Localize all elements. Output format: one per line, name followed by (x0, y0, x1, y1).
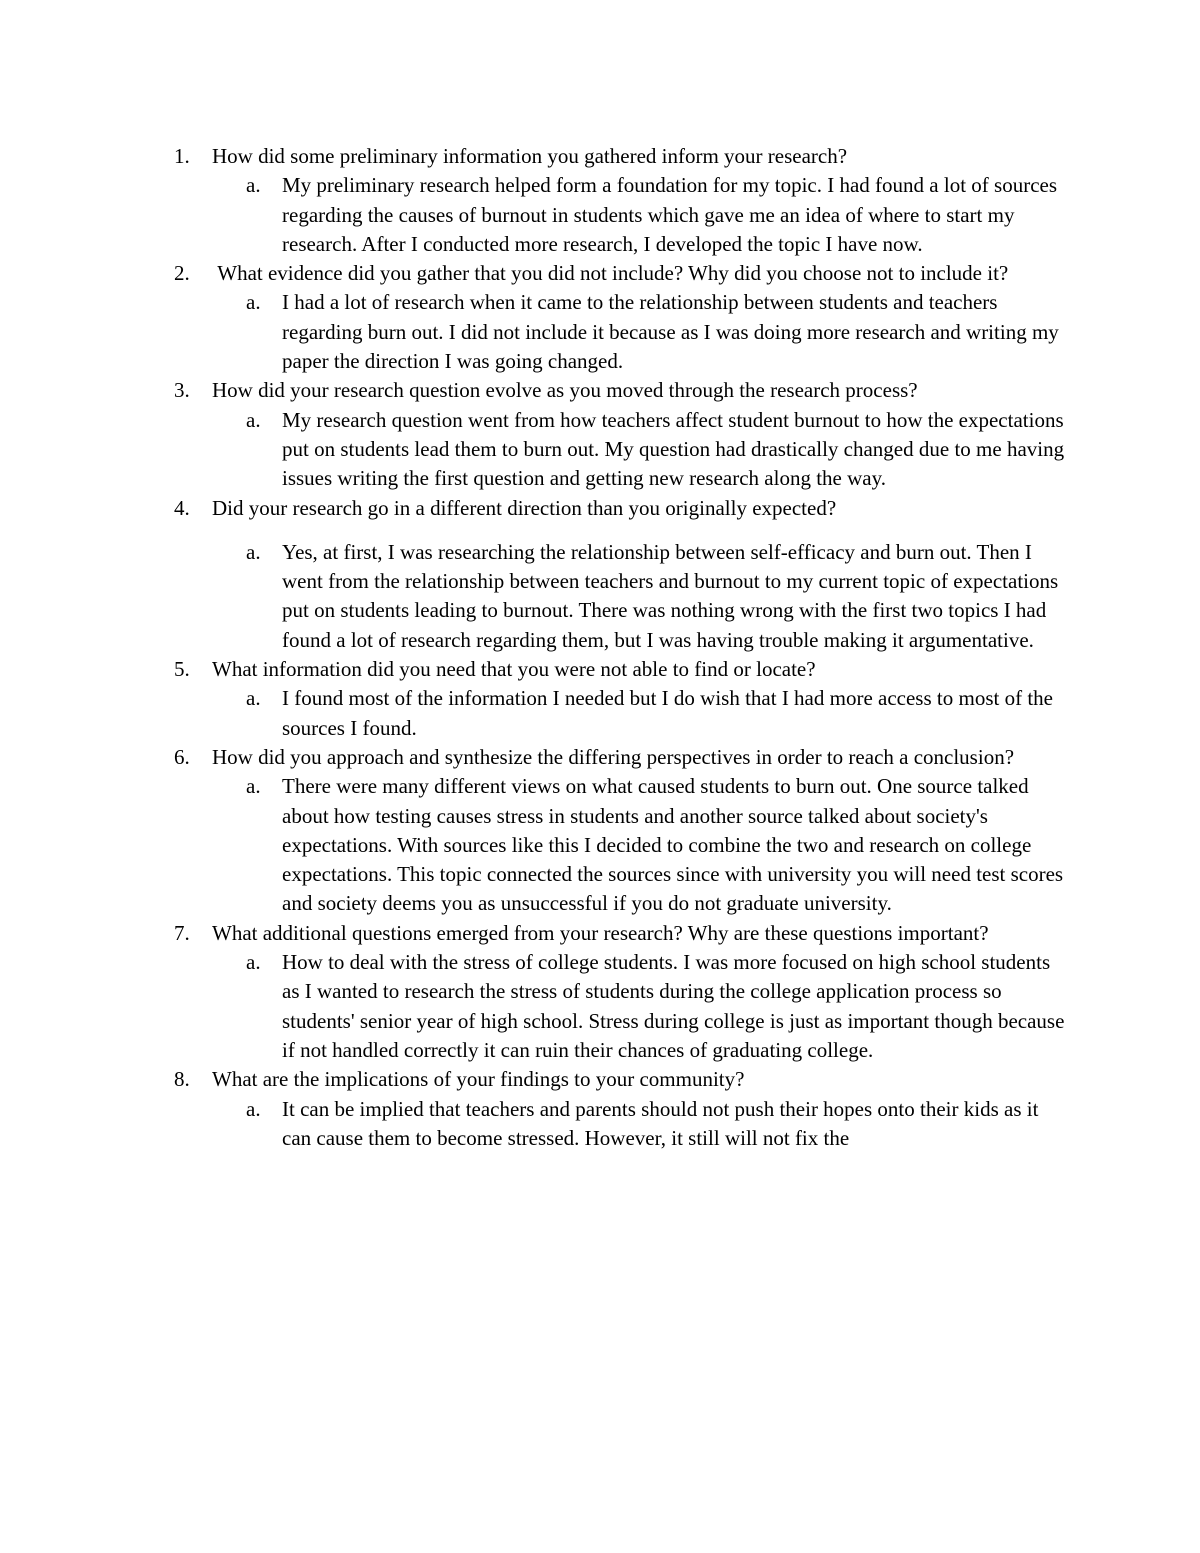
answer-text: There were many different views on what caused students to burn out. One source talked about how testing causes stress in students and another source talked about society's expectations. With sources like this I decided to combine the two and research on college expectations. This topic connected the sources since with university you will need test scores and society deems you as unsuccessful if you do not graduate university. (282, 774, 1064, 916)
question-text: How did you approach and synthesize the differing perspectives in order to reach a conclusion? (212, 744, 1015, 769)
question-item-1 (174, 142, 1072, 171)
answer-label: a. (246, 950, 261, 975)
question-number: 4. (174, 495, 190, 520)
answer-item-7 (246, 948, 1072, 1065)
answer-item-1 (246, 171, 1072, 259)
question-number: 8. (174, 1067, 190, 1092)
answer-text: Yes, at first, I was researching the relationship between self-efficacy and burn out. Then I went from the relationship between teachers and burnout to my current topic of expectations put on students leading to burnout. There was nothing wrong with the first two topics I had found a lot of research regarding them, but I was having trouble making it argumentative. (282, 539, 1059, 652)
question-number: 7. (174, 920, 190, 945)
question-item-2 (174, 259, 1072, 288)
answer-text: I had a lot of research when it came to the relationship between students and teachers regarding burn out. I did not include it because as I was doing more research and writing my paper the direction I was going changed. (282, 290, 1059, 374)
question-text: How did some preliminary information you gathered inform your research? (212, 144, 848, 168)
question-text: What are the implications of your findings to your community? (212, 1067, 745, 1092)
answer-label: a. (246, 774, 261, 799)
answer-label: a. (246, 407, 261, 432)
answer-item-6 (246, 772, 1072, 918)
answer-label: a. (246, 1096, 261, 1121)
answer-item-2 (246, 288, 1072, 376)
answer-label: a. (246, 539, 261, 564)
question-text: What information did you need that you were not able to find or locate? (212, 657, 816, 682)
answer-item-3 (246, 406, 1072, 494)
question-list (174, 142, 1072, 1153)
question-number: 1. (174, 144, 190, 168)
answer-label: a. (246, 686, 261, 711)
answer-text: It can be implied that teachers and parents should not push their hopes onto their kids as it can cause them to become stressed. However, it still will not fix the (282, 1096, 1039, 1150)
question-number: 2. (174, 261, 190, 286)
question-text: Did your research go in a different direction than you originally expected? (212, 495, 837, 520)
answer-label: a. (246, 290, 261, 315)
answer-text: My research question went from how teachers affect student burnout to how the expectations put on students lead them to burn out. My question had drastically changed due to me having issues writing the first question and getting new research along the way. (282, 407, 1065, 491)
question-item-8 (174, 1065, 1072, 1094)
question-item-3 (174, 376, 1072, 405)
question-item-5 (174, 655, 1072, 684)
question-text: What additional questions emerged from your research? Why are these questions important? (212, 920, 989, 945)
question-number: 5. (174, 657, 190, 682)
answer-text: My preliminary research helped form a foundation for my topic. I had found a lot of sources regarding the causes of burnout in students which gave me an idea of where to start my research. After I conducted more research, I developed the topic I have now. (282, 173, 1058, 256)
question-item-6 (174, 743, 1072, 772)
question-number: 3. (174, 378, 190, 403)
question-text: How did your research question evolve as you moved through the research process? (212, 378, 918, 403)
answer-label: a. (246, 173, 261, 198)
question-text: What evidence did you gather that you did not include? Why did you choose not to include it? (212, 261, 1009, 286)
answer-text: How to deal with the stress of college students. I was more focused on high school students as I wanted to research the stress of students during the college application process so students' senior year of high school. Stress during college is just as important though because if not handled correctly it can ruin their chances of graduating college. (282, 950, 1065, 1062)
question-number: 6. (174, 744, 190, 769)
question-item-4 (174, 494, 1072, 523)
answer-item-5 (246, 684, 1072, 743)
question-item-7 (174, 919, 1072, 948)
answer-item-8 (246, 1095, 1072, 1154)
answer-item-4 (246, 538, 1072, 655)
answer-text: I found most of the information I needed but I do wish that I had more access to most of the sources I found. (282, 686, 1053, 740)
